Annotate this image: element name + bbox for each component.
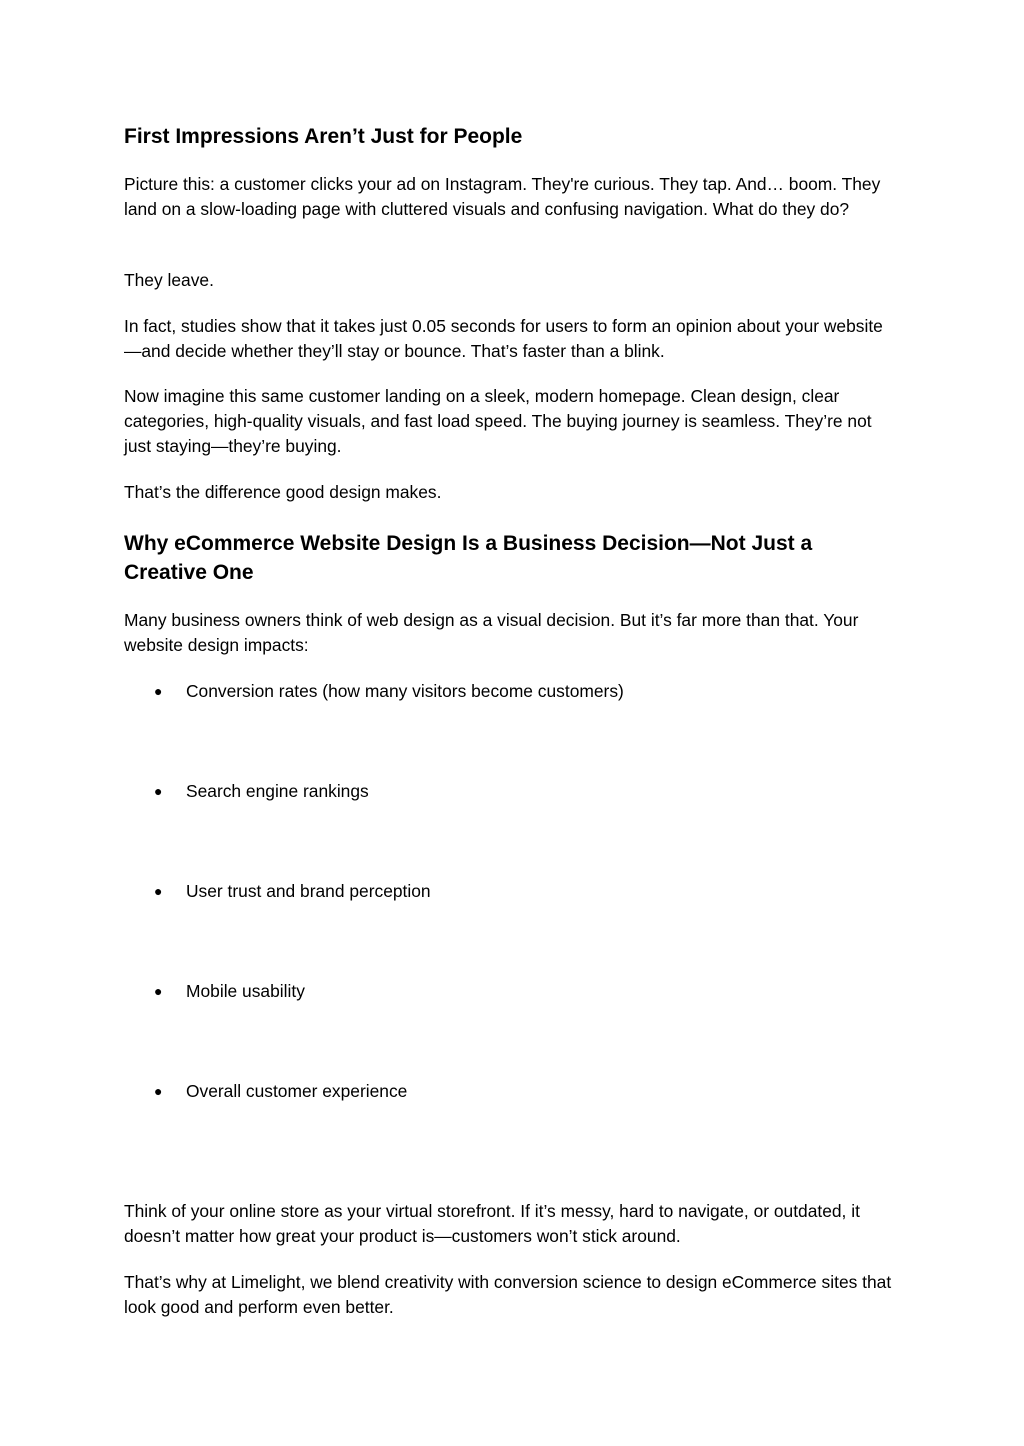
bullet-icon: ● — [154, 883, 163, 899]
list-item-text: Mobile usability — [186, 981, 305, 1001]
paragraph-they-leave — [124, 268, 894, 293]
section-heading-first-impressions — [124, 122, 894, 151]
paragraph-difference — [124, 480, 894, 505]
paragraph-text: Many business owners think of web design as a visual decision. But it’s far more than that. Your website design impacts: — [124, 610, 859, 655]
paragraph-imagine — [124, 384, 894, 459]
bullet-icon: ● — [154, 1083, 163, 1099]
paragraph-text: Picture this: a customer clicks your ad on Instagram. They're curious. They tap. And… boom. They land on a slow-loading page with cluttered visuals and confusing navigation. What do they do? — [124, 174, 881, 219]
bullet-icon: ● — [154, 683, 163, 699]
bullet-icon: ● — [154, 983, 163, 999]
paragraph-storefront — [124, 1199, 894, 1249]
paragraph-text: They leave. — [124, 270, 214, 290]
heading-text: Why eCommerce Website Design Is a Business Decision—Not Just a Creative One — [124, 532, 813, 584]
paragraph-studies — [124, 314, 894, 364]
paragraph-limelight — [124, 1270, 894, 1320]
paragraph-text: That’s the difference good design makes. — [124, 482, 442, 502]
heading-text: First Impressions Aren’t Just for People — [124, 125, 523, 148]
paragraph-text: Now imagine this same customer landing on a sleek, modern homepage. Clean design, clear categories, high-quality visuals, and fast load speed. The buying journey is seamless. They’re not just staying—they’re buying. — [124, 386, 872, 456]
list-item-text: User trust and brand perception — [186, 881, 431, 901]
paragraph-intro — [124, 172, 894, 222]
bullet-icon: ● — [154, 783, 163, 799]
paragraph-impacts-intro — [124, 608, 894, 658]
paragraph-text: That’s why at Limelight, we blend creativity with conversion science to design eCommerce sites that look good and perform even better. — [124, 1272, 892, 1317]
list-item-text: Search engine rankings — [186, 781, 369, 801]
list-item-text: Conversion rates (how many visitors become customers) — [186, 681, 624, 701]
paragraph-text: Think of your online store as your virtual storefront. If it’s messy, hard to navigate, or outdated, it doesn’t matter how great your product is—customers won’t stick around. — [124, 1201, 860, 1246]
section-heading-business-decision — [124, 529, 894, 587]
paragraph-text: In fact, studies show that it takes just 0.05 seconds for users to form an opinion about your website—and decide whether they’ll stay or bounce. That’s faster than a blink. — [124, 316, 883, 361]
list-item-text: Overall customer experience — [186, 1081, 408, 1101]
